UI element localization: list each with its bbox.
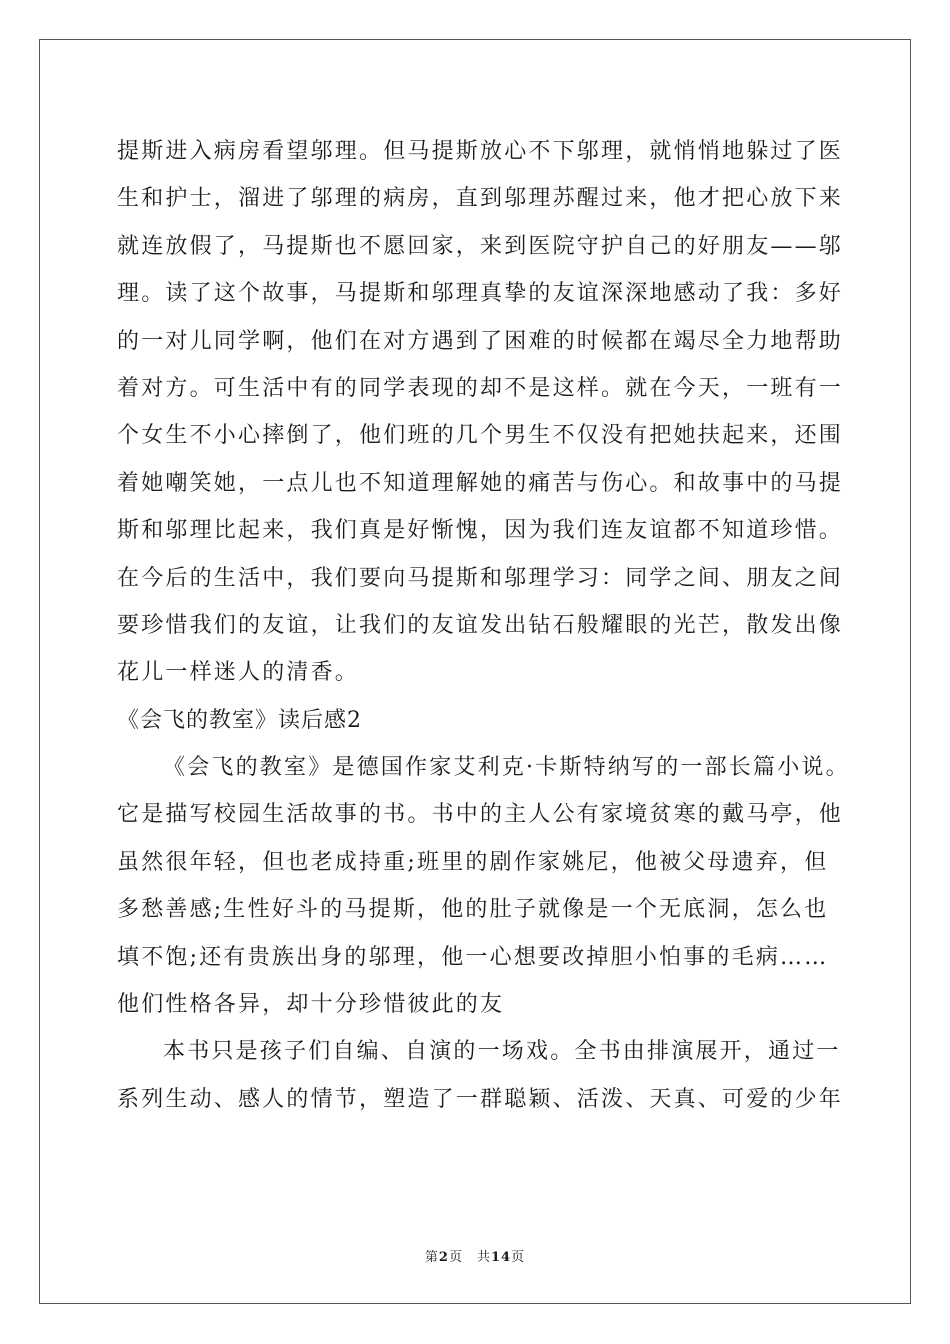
text-line: 生和护士，溜进了邬理的病房，直到邬理苏醒过来，他才把心放下来: [117, 186, 844, 212]
text-line: 虽然很年轻，但也老成持重;班里的剧作家姚尼，他被父母遗弃，但: [117, 849, 829, 875]
text-line: 提斯进入病房看望邬理。但马提斯放心不下邬理，就悄悄地躲过了医: [117, 139, 844, 164]
text-line: 系列生动、感人的情节，塑造了一群聪颖、活泼、天真、可爱的少年: [117, 1086, 844, 1112]
paragraph-first-line: 本书只是孩子们自编、自演的一场戏。全书由排演展开，通过一: [163, 1039, 841, 1065]
total-prefix: 共: [476, 1250, 491, 1265]
section-heading: 《会飞的教室》读后感2: [117, 707, 362, 733]
text-line: 着她嘲笑她，一点儿也不知道理解她的痛苦与伤心。和故事中的马提: [117, 470, 844, 496]
text-line: 它是描写校园生活故事的书。书中的主人公有家境贫寒的戴马亭，他: [117, 802, 844, 828]
document-body: [117, 128, 850, 1123]
page-prefix: 第: [424, 1250, 439, 1265]
text-line: 个女生不小心摔倒了，他们班的几个男生不仅没有把她扶起来，还围: [117, 423, 844, 449]
page-footer: [0, 1246, 950, 1265]
text-line: 着对方。可生活中有的同学表现的却不是这样。就在今天，一班有一: [117, 375, 844, 401]
total-pages: 14: [490, 1250, 512, 1265]
text-line: 花儿一样迷人的清香。: [117, 660, 360, 686]
page-suffix: 页: [448, 1250, 463, 1265]
text-line: 在今后的生活中，我们要向马提斯和邬理学习：同学之间、朋友之间: [117, 565, 844, 591]
total-suffix: 页: [511, 1250, 526, 1265]
text-line: 他们性格各异，却十分珍惜彼此的友: [117, 992, 505, 1018]
paragraph-first-line: 《会飞的教室》是德国作家艾利克·卡斯特纳写的一部长篇小说。: [163, 755, 850, 781]
text-line: 理。读了这个故事，马提斯和邬理真挚的友谊深深地感动了我：多好: [117, 281, 844, 307]
text-line: 斯和邬理比起来，我们真是好惭愧，因为我们连友谊都不知道珍惜。: [117, 518, 844, 544]
text-line: 的一对儿同学啊，他们在对方遇到了困难的时候都在竭尽全力地帮助: [117, 328, 844, 354]
text-line: 就连放假了，马提斯也不愿回家，来到医院守护自己的好朋友——邬: [117, 233, 844, 259]
page-number: 2: [438, 1250, 449, 1265]
text-line: 多愁善感;生性好斗的马提斯，他的肚子就像是一个无底洞，怎么也: [117, 897, 829, 923]
text-line: 填不饱;还有贵族出身的邬理，他一心想要改掉胆小怕事的毛病……: [117, 944, 829, 970]
text-line: 要珍惜我们的友谊，让我们的友谊发出钻石般耀眼的光芒，散发出像: [117, 612, 844, 638]
